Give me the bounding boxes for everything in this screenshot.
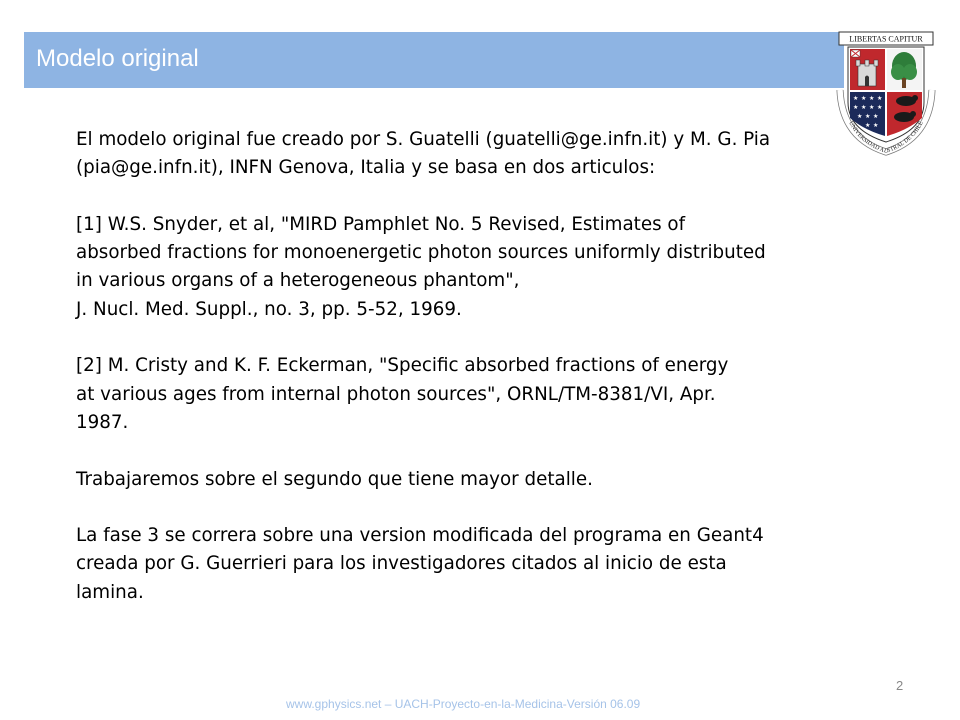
svg-text:★: ★	[869, 104, 875, 111]
svg-text:★: ★	[861, 104, 867, 111]
text-line: [1] W.S. Snyder, et al, "MIRD Pamphlet No. 5 Revised, Estimates of	[76, 213, 686, 235]
text-line: Trabajaremos sobre el segundo que tiene mayor detalle.	[76, 468, 593, 490]
svg-text:★: ★	[853, 104, 859, 111]
crest-ribbon-text: UNIVERSIDAD AUSTRAL DE CHILE	[847, 120, 925, 156]
text-line: at various ages from internal photon sources", ORNL/TM-8381/VI, Apr.	[76, 383, 716, 405]
university-crest-icon	[836, 30, 936, 156]
footer-text: www.gphysics.net – UACH-Proyecto-en-la-Medicina-Versión 06.09	[286, 697, 641, 711]
slide-title: Modelo original	[36, 45, 199, 72]
svg-text:★: ★	[869, 95, 875, 102]
crest-banner-text: LIBERTAS CAPITUR	[849, 34, 923, 44]
text-line: [2] M. Cristy and K. F. Eckerman, "Specific absorbed fractions of energy	[76, 355, 729, 377]
paragraph-phase-3	[76, 522, 836, 607]
text-line: creada por G. Guerrieri para los investigadores citados al inicio de esta	[76, 553, 727, 575]
svg-text:★: ★	[873, 113, 879, 120]
svg-text:★: ★	[877, 95, 883, 102]
text-line: absorbed fractions for monoenergetic photon sources uniformly distributed	[76, 242, 766, 264]
text-line: 1987.	[76, 411, 129, 433]
text-line: in various organs of a heterogeneous phantom",	[76, 270, 520, 292]
svg-text:★: ★	[877, 104, 883, 111]
paragraph-reference-2	[76, 352, 836, 437]
text-line: El modelo original fue creado por S. Guatelli (guatelli@ge.infn.it) y M. G. Pia	[76, 129, 771, 150]
text-line: lamina.	[76, 581, 144, 603]
title-bar	[24, 32, 844, 88]
svg-text:★: ★	[853, 95, 859, 102]
page-number: 2	[896, 678, 904, 693]
text-line: La fase 3 se correra sobre una version modificada del programa en Geant4	[76, 525, 764, 547]
paragraph-reference-1	[76, 211, 836, 324]
svg-text:★: ★	[865, 122, 871, 129]
text-line: (pia@ge.infn.it), INFN Genova, Italia y se basa en dos articulos:	[76, 157, 656, 179]
svg-text:★: ★	[873, 122, 879, 129]
paragraph-intro	[76, 126, 836, 183]
paragraph-work-plan	[76, 466, 836, 494]
svg-text:★: ★	[857, 113, 863, 120]
text-line: J. Nucl. Med. Suppl., no. 3, pp. 5-52, 1969.	[76, 298, 462, 320]
svg-text:★: ★	[865, 113, 871, 120]
svg-text:★: ★	[861, 95, 867, 102]
slide-body	[76, 126, 836, 607]
